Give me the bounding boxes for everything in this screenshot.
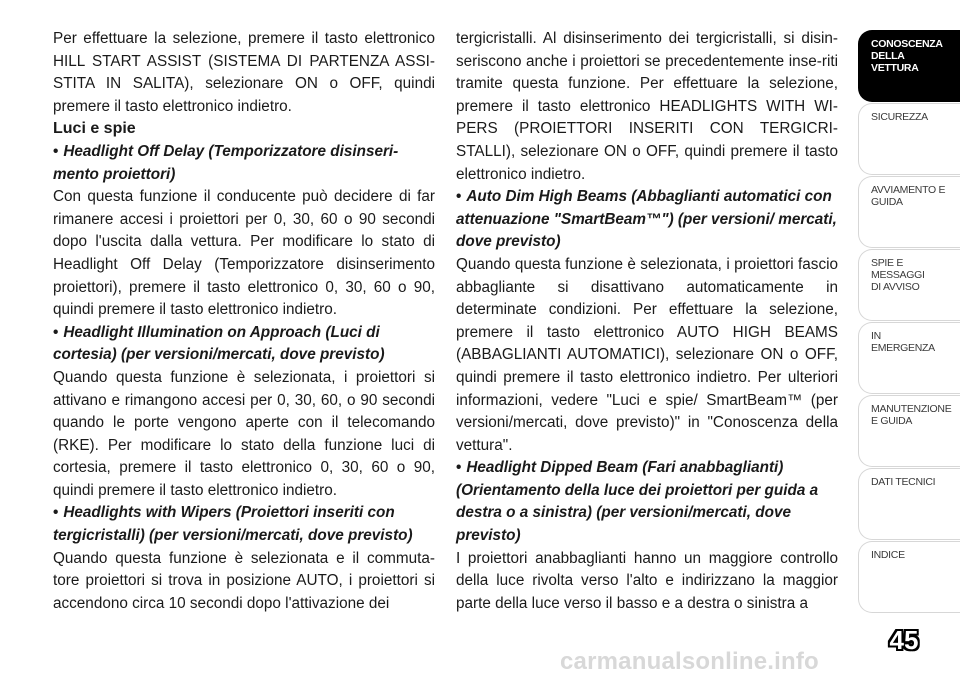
right-column	[456, 28, 838, 615]
tab-spie-messaggi[interactable]: SPIE E MESSAGGI DI AVVISO	[858, 249, 960, 321]
body-paragraph: Quando questa funzione è selezionata, i proiettori si attivano e rimangono accesi per 0, 30, 60, o 90 secondi quando le porte vengono aperte con il telecomando (RKE). Per modificare lo stato della funzione luci di cortesia, premere il tasto elettronico 0, 30, 60 o 90, quindi premere il tasto elettronico indietro.	[53, 368, 435, 499]
bullet-title-illumination-approach	[53, 322, 435, 367]
tab-manutenzione[interactable]: MANUTENZIONE E GUIDA	[858, 395, 960, 467]
bullet-title-dipped-beam	[456, 457, 838, 547]
page-number: 45	[889, 625, 919, 655]
left-column	[53, 28, 435, 615]
continued-paragraph: tergicristalli. Al disinserimento dei tergicristalli, si disin-seriscono anche i proiettori se precedentemente inse-riti tramite questa funzione. Per effettuare la selezione, premere il tasto elettronico HEADLIGHTS WITH WI-PERS (PROIETTORI INSERITI CON TERGICRI-STALLI), selezionare ON o OFF, quindi premere il tasto elettronico indietro.	[456, 30, 838, 183]
bullet-title-text: Headlight Off Delay (Temporizzatore disinseri-mento proiettori)	[53, 142, 399, 183]
tab-sicurezza[interactable]: SICUREZZA	[858, 103, 960, 175]
tab-indice[interactable]: INDICE	[858, 541, 960, 613]
bullet-title-auto-dim-high-beams	[456, 186, 838, 254]
tab-conoscenza-vettura[interactable]: CONOSCENZA DELLA VETTURA	[858, 30, 960, 102]
bullet-title-text: Headlight Illumination on Approach (Luci di cortesia) (per versioni/mercati, dove previsto)	[53, 323, 385, 364]
bullet-icon: •	[53, 142, 59, 160]
bullet-title-headlights-wipers	[53, 502, 435, 547]
watermark: carmanualsonline.info	[560, 648, 819, 675]
bullet-title-text: Headlight Dipped Beam (Fari anabbaglianti) (Orientamento della luce dei proiettori per guida a destra o a sinistra) (per versioni/mercati, dove previsto)	[456, 459, 819, 545]
tab-avviamento-guida[interactable]: AVVIAMENTO E GUIDA	[858, 176, 960, 248]
bullet-title-headlight-off-delay	[53, 141, 435, 186]
body-paragraph: I proiettori anabbaglianti hanno un maggiore controllo della luce rivolta verso l'alto e indirizzano la maggior parte della luce verso il basso e a destra o sinistra a	[456, 549, 838, 612]
section-heading: Luci e spie	[53, 120, 136, 138]
tab-emergenza[interactable]: IN EMERGENZA	[858, 322, 960, 394]
bullet-icon: •	[456, 188, 462, 206]
bullet-title-text: Auto Dim High Beams (Abbaglianti automatici con attenuazione "SmartBeam™") (per versioni/ mercati, dove previsto)	[456, 188, 837, 251]
intro-paragraph: Per effettuare la selezione, premere il tasto elettronico HILL START ASSIST (SISTEMA DI PARTENZA ASSI-STITA IN SALITA), selezionare ON o OFF, quindi premere il tasto elettronico indietro.	[53, 30, 435, 115]
body-paragraph: Quando questa funzione è selezionata e il commuta-tore proiettori si trova in posizione AUTO, i proiettori si accendono circa 10 secondi dopo l'attivazione dei	[53, 549, 435, 612]
bullet-title-text: Headlights with Wipers (Proiettori inseriti con tergicristalli) (per versioni/mercati, dove previsto)	[53, 504, 413, 545]
bullet-icon: •	[53, 504, 59, 522]
chapter-tabs	[858, 0, 960, 678]
bullet-icon: •	[53, 323, 59, 341]
bullet-icon: •	[456, 459, 462, 477]
tab-dati-tecnici[interactable]: DATI TECNICI	[858, 468, 960, 540]
body-paragraph: Quando questa funzione è selezionata, i proiettori fascio abbagliante si disattivano automaticamente in determinate condizioni. Per effettuare la selezione, premere il tasto elettronico AUTO HIGH BEAMS (ABBAGLIANTI AUTOMATICI), selezionare ON o OFF, quindi premere il tasto elettronico indietro. Per ulteriori informazioni, vedere "Luci e spie/ SmartBeam™ (per versioni/mercati, dove previsto)" in "Conoscenza della vettura".	[456, 255, 838, 454]
body-paragraph: Con questa funzione il conducente può decidere di far rimanere accesi i proiettori per 0, 30, 60 o 90 secondi dopo l'uscita dalla vettura. Per modificare lo stato di Headlight Off Delay (Temporizzatore disinserimento proiettori), premere il tasto elettronico 0, 30, 60 o 90, quindi premere il tasto elettronico indietro.	[53, 188, 435, 319]
